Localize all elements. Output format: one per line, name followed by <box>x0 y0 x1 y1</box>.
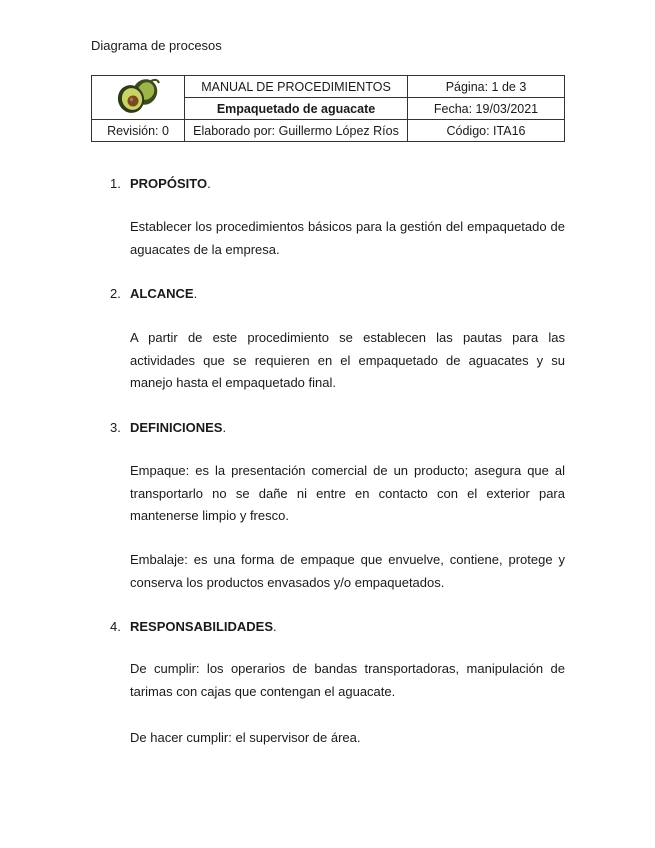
section-title: RESPONSABILIDADES <box>130 619 274 634</box>
procedure-subject: Empaquetado de aguacate <box>185 98 408 120</box>
paragraph: Establecer los procedimientos básicos para la gestión del empaquetado de aguacates de la empresa. <box>130 219 565 257</box>
paragraph: De hacer cumplir: el supervisor de área. <box>130 730 361 745</box>
section-number: 1. <box>110 176 121 191</box>
section-title-suffix: . <box>193 286 198 301</box>
section-heading-definiciones <box>110 420 226 435</box>
logo-cell <box>92 76 185 120</box>
section-title: ALCANCE <box>130 286 194 301</box>
paragraph: A partir de este procedimiento se establecen las pautas para las actividades que se requieren en el empaquetado de aguacates y su manejo hasta el empaquetado final. <box>130 330 565 390</box>
section-title-suffix: . <box>207 176 211 191</box>
section-title: PROPÓSITO <box>130 176 208 191</box>
document-date: Fecha: 19/03/2021 <box>408 98 565 120</box>
paragraph: Empaque: es la presentación comercial de un producto; asegura que al transportarlo no se dañe ni entre en contacto con el exterior para mantenerse limpio y fresco. <box>130 463 565 523</box>
avocado-logo-icon <box>115 77 161 115</box>
document-header-table <box>91 75 565 142</box>
section-heading-proposito <box>110 176 211 191</box>
section-heading-alcance <box>110 286 197 301</box>
section-number: 4. <box>110 619 121 634</box>
document-code: Código: ITA16 <box>408 120 565 142</box>
section-title-suffix: . <box>222 420 227 435</box>
section-title-suffix: . <box>273 619 277 634</box>
section-number: 2. <box>110 286 121 301</box>
section-title: DEFINICIONES <box>130 420 223 435</box>
manual-title: MANUAL DE PROCEDIMIENTOS <box>185 76 408 98</box>
paragraph: Embalaje: es una forma de empaque que envuelve, contiene, protege y conserva los productos envasados y/o empaquetados. <box>130 552 565 590</box>
paragraph: De cumplir: los operarios de bandas transportadoras, manipulación de tarimas con cajas que contengan el aguacate. <box>130 661 565 699</box>
section-heading-responsabilidades <box>110 619 277 634</box>
section-number: 3. <box>110 420 121 435</box>
document-author: Elaborado por: Guillermo López Ríos <box>185 120 408 142</box>
page-number: Página: 1 de 3 <box>408 76 565 98</box>
revision-number: Revisión: 0 <box>92 120 185 142</box>
page-header-label: Diagrama de procesos <box>91 38 222 53</box>
